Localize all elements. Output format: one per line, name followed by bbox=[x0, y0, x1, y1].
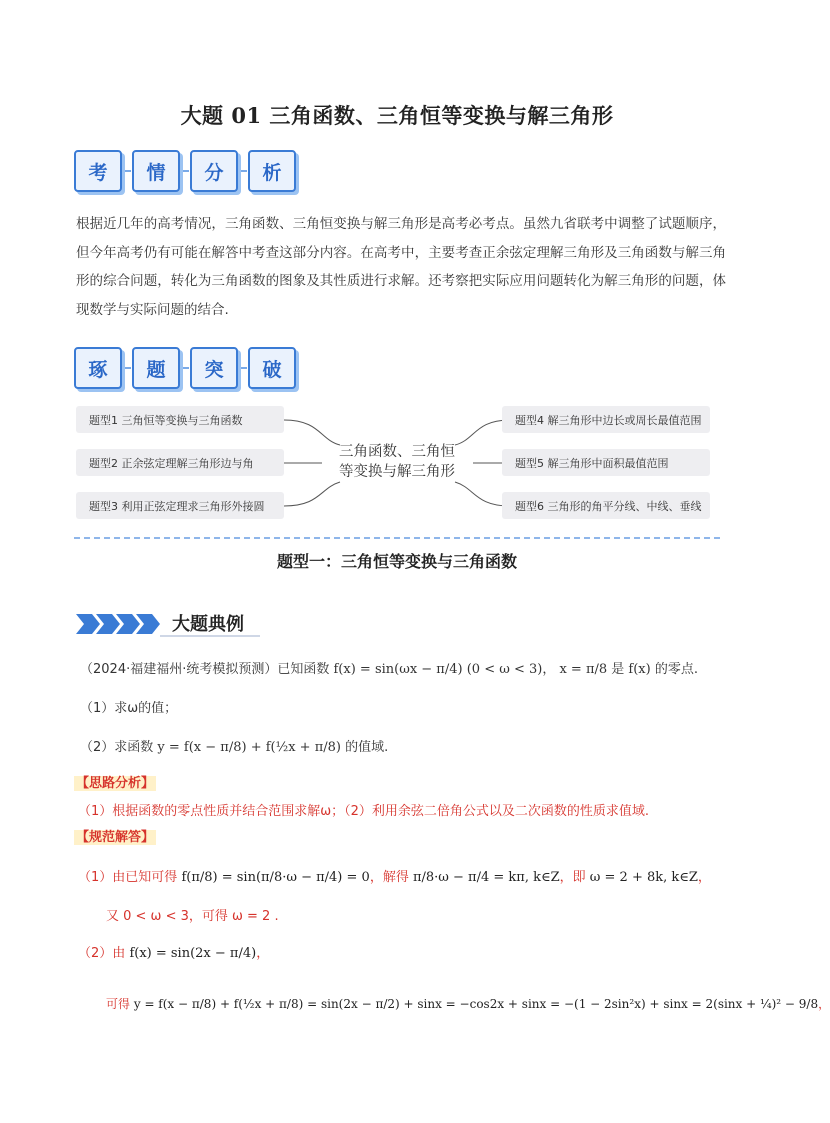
problem-statement bbox=[80, 658, 698, 677]
analysis-tag-text: 【思路分析】 bbox=[76, 776, 155, 791]
problem-source: （2024·福建福州·统考模拟预测）已知函数 bbox=[80, 662, 330, 677]
mindmap-center-line2: 等变换与解三角形 bbox=[339, 464, 455, 480]
topic-chip: 题型3 利用正弦定理求三角形外接圆 bbox=[76, 492, 284, 519]
solution-step-2 bbox=[78, 942, 269, 961]
step-expr: π/8·ω − π/4 = kπ, k∈Z bbox=[412, 870, 560, 885]
analysis-paragraph: 根据近几年的高考情况，三角函数、三角恒变换与解三角形是高考必考点。虽然九省联考中调整了试题顺序，但今年高考仍有可能在解答中考查这部分内容。在高考中，主要考查正余弦定理解三角形及三角函数与解三角形的综合问题，转化为三角函数的图象及其性质进行求解。还考察把实际应用问题转化为解三角形的问题，体现数学与实际问题的结合. bbox=[76, 216, 726, 318]
solution-tag bbox=[74, 826, 156, 845]
solution-step-1 bbox=[78, 866, 711, 885]
step-prefix: （2） bbox=[78, 946, 113, 961]
tile-2: 情 bbox=[132, 150, 180, 192]
step-text: ，即 bbox=[559, 870, 586, 885]
solution-step-2b bbox=[106, 995, 830, 1012]
tile-3: 突 bbox=[190, 347, 238, 389]
topic-chip: 题型6 三角形的角平分线、中线、垂线 bbox=[502, 492, 710, 519]
tile-4: 破 bbox=[248, 347, 296, 389]
step-text: ， bbox=[818, 997, 830, 1011]
topic-chip: 题型4 解三角形中边长或周长最值范围 bbox=[502, 406, 710, 433]
tile-1: 考 bbox=[74, 150, 122, 192]
analysis-text: （1）根据函数的零点性质并结合范围求解ω；（2）利用余弦二倍角公式以及二次函数的性质求值域. bbox=[78, 804, 650, 819]
step-text: ， bbox=[256, 946, 270, 961]
problem-fx: f(x) = sin(ωx − π/4) bbox=[333, 662, 463, 677]
problem-zero: x = π/8 是 f(x) 的零点. bbox=[559, 662, 698, 677]
tile-2: 题 bbox=[132, 347, 180, 389]
question-2 bbox=[80, 736, 388, 755]
step-expr: y = f(x − π/8) + f(½x + π/8) = sin(2x − π/2) + sinx = −cos2x + sinx = −(1 − 2sin²x) + sinx = 2(sinx + ¼)² − 9/8 bbox=[133, 997, 819, 1011]
step-text: ，解得 bbox=[369, 870, 409, 885]
topic-chip: 题型1 三角恒等变换与三角函数 bbox=[76, 406, 284, 433]
step-text: 可得 bbox=[106, 997, 131, 1011]
topic-chip: 题型2 正余弦定理解三角形边与角 bbox=[76, 449, 284, 476]
question-2-suffix: 的值域. bbox=[345, 740, 389, 755]
step-expr: f(π/8) = sin(π/8·ω − π/4) = 0 bbox=[181, 870, 370, 885]
step-text: 由 bbox=[112, 946, 126, 961]
step-text: ， bbox=[697, 870, 711, 885]
step-expr: ω = 2 + 8k, k∈Z bbox=[589, 870, 698, 885]
step-expr: f(x) = sin(2x − π/4) bbox=[129, 946, 257, 961]
solution-step-1b: 又 0 < ω < 3，可得 ω = 2 . bbox=[106, 909, 279, 924]
topic-chip: 题型5 解三角形中面积最值范围 bbox=[502, 449, 710, 476]
question-2-expr: y = f(x − π/8) + f(½x + π/8) bbox=[157, 740, 341, 755]
question-2-prefix: （2）求函数 bbox=[80, 740, 154, 755]
question-1: （1）求ω的值； bbox=[80, 701, 178, 716]
type-heading: 题型一：三角恒等变换与三角函数 bbox=[276, 552, 517, 571]
example-label: 大题典例 bbox=[172, 614, 244, 635]
step-prefix: （1） bbox=[78, 870, 113, 885]
tile-3: 分 bbox=[190, 150, 238, 192]
tile-4: 析 bbox=[248, 150, 296, 192]
page-title: 大题 01 三角函数、三角恒等变换与解三角形 bbox=[180, 103, 614, 128]
analysis-tag bbox=[74, 772, 156, 791]
solution-tag-text: 【规范解答】 bbox=[76, 830, 155, 845]
step-text: 由已知可得 bbox=[112, 870, 178, 885]
mindmap-center-line1: 三角函数、三角恒 bbox=[339, 444, 455, 460]
tile-1: 琢 bbox=[74, 347, 122, 389]
problem-condition: (0 < ω < 3)， bbox=[466, 662, 556, 677]
example-underline bbox=[160, 635, 260, 637]
